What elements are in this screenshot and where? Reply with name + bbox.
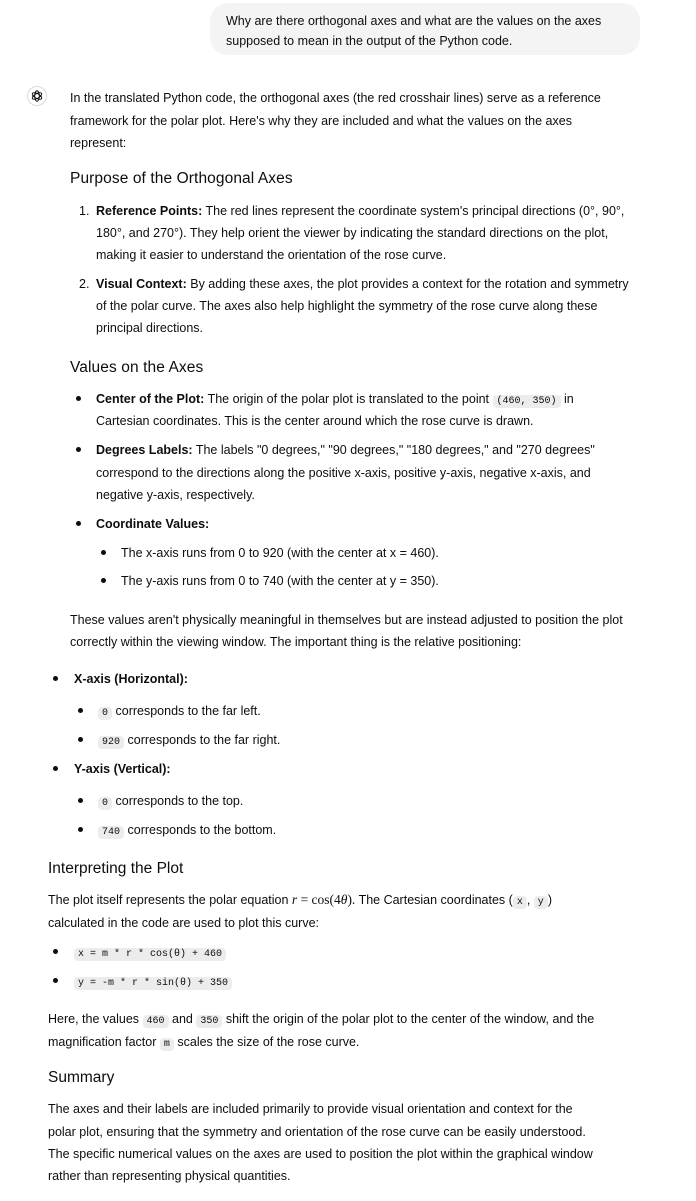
x-axis-title [74, 670, 188, 688]
bullet-dot [78, 827, 83, 832]
formula-x-line [74, 943, 226, 964]
coord-x-range: The x-axis runs from 0 to 920 (with the center at x = 460). [121, 546, 439, 560]
degrees-line: negative y-axis, respectively. [96, 488, 255, 502]
bullet-dot [78, 737, 83, 742]
bullet-dot [78, 708, 83, 713]
list-item-first-line [96, 202, 624, 220]
degrees-line [96, 441, 595, 459]
coord-title [96, 515, 209, 533]
formula-x: x = m * r * cos(θ) + 460 [74, 948, 226, 961]
interpreting-text: The Cartesian coordinates ( [358, 893, 513, 907]
x-axis-item [98, 702, 261, 723]
here-text: Here, the values [48, 1012, 140, 1026]
user-message-line: Why are there orthogonal axes and what are the values on the axes [226, 14, 602, 28]
coord-y-range: The y-axis runs from 0 to 740 (with the center at y = 350). [121, 574, 439, 588]
summary-line: rather than representing physical quantities. [48, 1169, 291, 1183]
y-axis-text: corresponds to the bottom. [127, 823, 277, 837]
center-line: Cartesian coordinates. This is the center around which the rose curve is drawn. [96, 414, 534, 428]
bullet-dot [76, 521, 81, 526]
interpreting-line [48, 891, 552, 912]
list-number: 2. [79, 277, 90, 291]
summary-line: polar plot, ensuring that the symmetry and orientation of the rose curve can be easily understood. [48, 1125, 586, 1139]
list-item-title: Visual Context: [96, 277, 187, 291]
here-text: scales the size of the rose curve. [177, 1035, 360, 1049]
interpreting-line: calculated in the code are used to plot this curve: [48, 916, 319, 930]
bullet-dot [78, 798, 83, 803]
values-heading: Values on the Axes [70, 359, 204, 376]
list-item-line: of the polar curve. The axes also help highlight the symmetry of the rose curve along these [96, 299, 598, 313]
degrees-title: Degrees Labels: [96, 443, 193, 457]
equation-close: ). [347, 892, 356, 907]
here-text: magnification factor [48, 1035, 157, 1049]
list-number: 1. [79, 204, 90, 218]
bullet-dot [53, 676, 58, 681]
here-line [48, 1010, 594, 1031]
x-axis-title-text: X-axis (Horizontal): [74, 672, 188, 686]
list-item-line: principal directions. [96, 321, 203, 335]
bullet-dot [101, 578, 106, 583]
equation-r: r [291, 892, 298, 907]
list-item-line: making it easier to understand the orientation of the rose curve. [96, 248, 447, 262]
here-text: shift the origin of the polar plot to the center of the window, and the [225, 1012, 595, 1026]
y-axis-item [98, 792, 243, 813]
formula-y: y = -m * r * sin(θ) + 350 [74, 977, 232, 990]
user-message-line: supposed to mean in the output of the Python code. [226, 34, 513, 48]
y-axis-title-text: Y-axis (Vertical): [74, 762, 171, 776]
coord-title-text: Coordinate Values: [96, 517, 210, 531]
intro-line: In the translated Python code, the orthogonal axes (the red crosshair lines) serve as a reference [70, 91, 601, 105]
comma: , [526, 893, 531, 907]
openai-logo-icon [30, 89, 44, 103]
list-item-title: Reference Points: [96, 204, 203, 218]
center-text: The origin of the polar plot is translated to the point [207, 392, 490, 406]
y-axis-text: corresponds to the top. [115, 794, 244, 808]
bullet-dot [76, 447, 81, 452]
list-item-text: The red lines represent the coordinate system's principal directions (0°, 90°, [205, 204, 625, 218]
center-line [96, 390, 574, 411]
equation-cos: = cos(4 [297, 892, 341, 907]
degrees-line: correspond to the directions along the positive x-axis, positive y-axis, negative x-axis, and [96, 466, 591, 480]
y-axis-title [74, 760, 171, 778]
list-item-text: By adding these axes, the plot provides a context for the rotation and symmetry [190, 277, 629, 291]
summary-line: The axes and their labels are included primarily to provide visual orientation and context for the [48, 1102, 573, 1116]
assistant-avatar [27, 86, 47, 106]
interpreting-text: The plot itself represents the polar equation [48, 893, 289, 907]
equation-theta: θ [340, 892, 348, 907]
x-axis-text: corresponds to the far right. [127, 733, 281, 747]
degrees-text: The labels "0 degrees," "90 degrees," "180 degrees," and "270 degrees" [195, 443, 595, 457]
intro-line: represent: [70, 136, 127, 150]
code-350: 350 [196, 1015, 222, 1028]
note-line: These values aren't physically meaningful in themselves but are instead adjusted to position the plot [70, 613, 623, 627]
summary-heading: Summary [48, 1069, 115, 1086]
center-title: Center of the Plot: [96, 392, 205, 406]
x-axis-item [98, 731, 280, 752]
code-460: 460 [143, 1015, 169, 1028]
list-item-first-line [96, 275, 629, 293]
bullet-dot [53, 978, 58, 983]
user-message-bubble [210, 3, 640, 55]
code-y: y [534, 896, 548, 909]
center-text: in [564, 392, 574, 406]
bullet-dot [53, 766, 58, 771]
list-item-line: 180°, and 270°). They help orient the viewer by indicating the standard directions on the plot, [96, 226, 609, 240]
y-axis-code: 0 [98, 797, 112, 810]
code-m: m [160, 1038, 174, 1051]
summary-line: The specific numerical values on the axes are used to position the plot within the graphical window [48, 1147, 593, 1161]
y-axis-code: 740 [98, 826, 124, 839]
bullet-dot [101, 550, 106, 555]
y-axis-item [98, 821, 276, 842]
here-line [48, 1033, 359, 1054]
interpreting-heading: Interpreting the Plot [48, 860, 184, 877]
close-paren: ) [547, 893, 552, 907]
code-x: x [513, 896, 527, 909]
bullet-dot [76, 396, 81, 401]
formula-y-line [74, 972, 232, 993]
x-axis-code: 0 [98, 707, 112, 720]
here-text: and [172, 1012, 193, 1026]
x-axis-code: 920 [98, 736, 124, 749]
bullet-dot [53, 949, 58, 954]
center-code: (460, 350) [493, 395, 561, 408]
x-axis-text: corresponds to the far left. [115, 704, 261, 718]
purpose-heading: Purpose of the Orthogonal Axes [70, 170, 293, 187]
note-line: correctly within the viewing window. The important thing is the relative positioning: [70, 635, 522, 649]
intro-line: framework for the polar plot. Here's why they are included and what the values on the axes [70, 114, 572, 128]
